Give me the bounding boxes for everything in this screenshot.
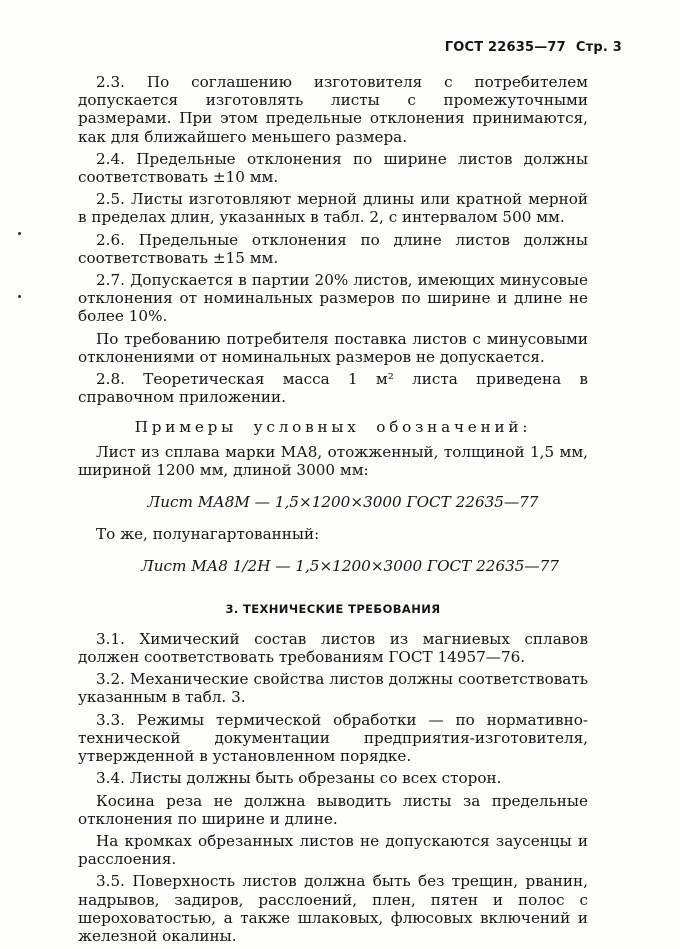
paragraph-3-3: 3.3. Режимы термической обработки — по нормативно-технической документации предприятия-изготовителя, утвержденной в установленном порядке.: [78, 710, 588, 766]
paragraph-2-3: 2.3. По соглашению изготовителя с потребителем допускается изготовлять листы с промежуточными размерами. При этом предельные отклонения принимаются, как для ближайшего меньшего размера.: [78, 73, 588, 146]
paragraph-3-2: 3.2. Механические свойства листов должны соответствовать указанным в табл. 3.: [78, 670, 588, 707]
examples-intro-2: То же, полунагартованный:: [96, 525, 320, 544]
paragraph-2-4: 2.4. Предельные отклонения по ширине листов должны соответствовать ±10 мм.: [78, 149, 588, 187]
paragraph-2-6: 2.6. Предельные отклонения по длине листов должны соответствовать ±15 мм.: [78, 230, 588, 267]
paragraph-3-4-note-2: На кромках обрезанных листов не допускаются заусенцы и расслоения.: [78, 831, 588, 869]
page-header: [445, 40, 622, 55]
paragraph-2-5: 2.5. Листы изготовляют мерной длины или кратной мерной в пределах длин, указанных в табл. 2, с интервалом 500 мм.: [78, 190, 588, 227]
section-3-title: 3. ТЕХНИЧЕСКИЕ ТРЕБОВАНИЯ: [225, 601, 441, 616]
paragraph-2-7-note: По требованию потребителя поставка листов с минусовыми отклонениями от номинальных размеров не допускается.: [78, 329, 588, 366]
page-number: Стр. 3: [575, 40, 622, 55]
margin-mark-2: [18, 295, 21, 298]
paragraph-3-4: 3.4. Листы должны быть обрезаны со всех сторон.: [96, 769, 502, 788]
examples-intro: Лист из сплава марки МА8, отожженный, толщиной 1,5 мм, шириной 1200 мм, длиной 3000 мм:: [78, 442, 588, 479]
margin-mark-1: [18, 232, 21, 235]
paragraph-3-4-note-1: Косина реза не должна выводить листы за предельные отклонения по ширине и длине.: [78, 791, 588, 828]
standard-number: ГОСТ 22635—77: [444, 40, 566, 55]
paragraph-2-7: 2.7. Допускается в партии 20% листов, имеющих минусовые отклонения от номинальных размеров по ширине и длине не более 10%.: [78, 271, 588, 326]
document-body: [78, 73, 588, 949]
paragraph-2-8: 2.8. Теоретическая масса 1 м² листа приведена в справочном приложении.: [78, 370, 588, 407]
examples-title: Примеры условных обозначений:: [134, 418, 532, 437]
paragraph-3-5: 3.5. Поверхность листов должна быть без трещин, рванин, надрывов, задиров, расслоений, плен, пятен и полос с шероховатостью, а также шлаковых, флюсовых включений и железной окалины.: [78, 872, 588, 945]
paragraph-3-1: 3.1. Химический состав листов из магниевых сплавов должен соответствовать требованиям ГОСТ 14957—76.: [78, 629, 588, 667]
designation-example-1: Лист МА8М — 1,5×1200×3000 ГОСТ 22635—77: [147, 493, 539, 512]
designation-example-2: Лист МА8 1/2Н — 1,5×1200×3000 ГОСТ 22635—77: [141, 557, 559, 576]
